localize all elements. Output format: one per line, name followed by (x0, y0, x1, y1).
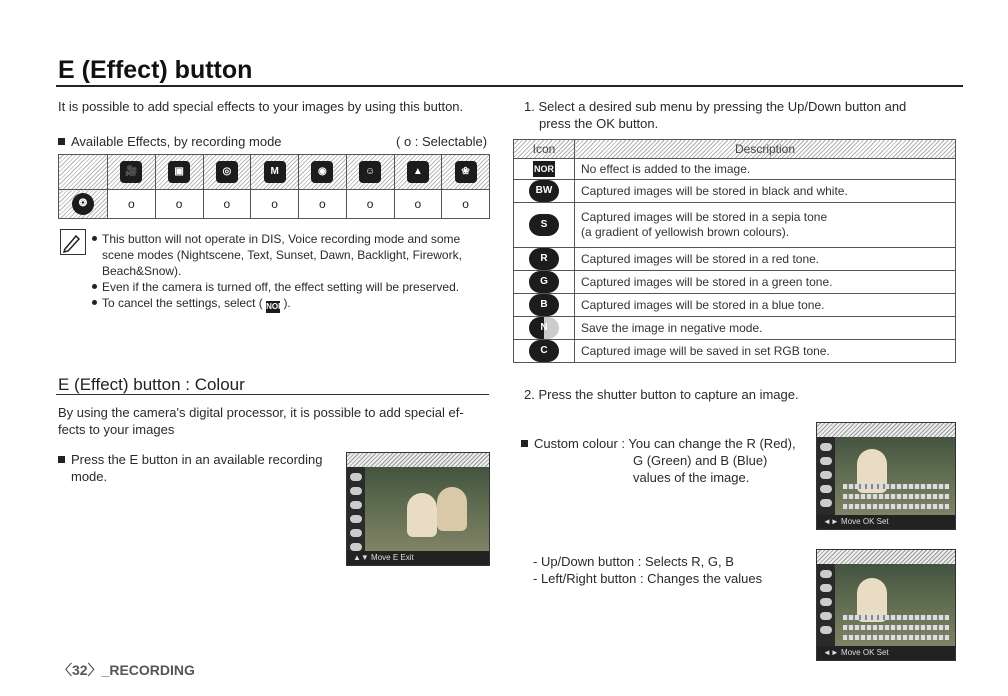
notes: This button will not operate in DIS, Voice recording mode and some scene modes (Nightscene, Text, Sunset, Dawn, Backlight, Firework, Beach&Snow). Even if the camera is turned off, the effect setting will be preserved. To cancel the settings, select ( NOR ). (92, 231, 492, 313)
desc-text: Captured images will be stored in a green tone. (575, 271, 956, 294)
screen-topbar (817, 423, 955, 437)
note-1c: Beach&Snow). (102, 264, 182, 278)
selectable-note: ( o : Selectable) (396, 134, 488, 149)
manual-mode-icon: M (264, 161, 286, 183)
mode-value: o (108, 190, 156, 219)
desc-text: Captured images will be stored in a blue tone. (575, 294, 956, 317)
mode-value: o (442, 190, 490, 219)
nor-effect-icon: NOR (533, 161, 555, 177)
screen-effect-menu (817, 437, 835, 515)
title-rule (56, 85, 963, 87)
square-bullet-icon (58, 456, 65, 463)
bullet-icon (92, 300, 97, 305)
negative-effect-icon: N (529, 317, 559, 339)
note-1b: scene modes (Nightscene, Text, Sunset, Dawn, Backlight, Firework, (102, 248, 462, 262)
screen-effect-menu (347, 467, 365, 551)
custom-colour-text: Custom colour : You can change the R (Red), G (Green) and B (Blue) values of the image. (521, 435, 796, 486)
screen-bottombar: ▲▼ Move E Exit (347, 551, 489, 565)
mode-value: o (251, 190, 299, 219)
mode-value-row (59, 190, 490, 219)
note-pencil-icon (60, 229, 86, 255)
page-title: E (Effect) button (58, 56, 253, 84)
bullet-icon (92, 236, 97, 241)
sepia-effect-icon: S (529, 214, 559, 236)
mode-value: o (346, 190, 394, 219)
desc-text: Captured images will be stored in black and white. (575, 180, 956, 203)
screen-topbar (817, 550, 955, 564)
night-mode-icon: ▲ (407, 161, 429, 183)
screen-topbar (347, 453, 489, 467)
step-1: 1. Select a desired sub menu by pressing the Up/Down button and press the OK button. (524, 99, 907, 131)
note-2: Even if the camera is turned off, the effect setting will be preserved. (102, 280, 460, 294)
page-number: 〈32〉_RECORDING (58, 662, 195, 678)
col-desc-header: Description (575, 140, 956, 159)
section-subtitle: E (Effect) button : Colour (58, 375, 245, 394)
desc-row (514, 340, 956, 363)
desc-row (514, 271, 956, 294)
scene-mode-icon: ❀ (455, 161, 477, 183)
effects-label: Available Effects, by recording mode (58, 133, 282, 150)
desc-text: Captured images will be stored in a sepia tone (581, 210, 828, 224)
screen-effect-menu (817, 564, 835, 646)
note-3: To cancel the settings, select ( (102, 296, 263, 310)
portrait-mode-icon: ☺ (359, 161, 381, 183)
screen-bottombar: ◄► Move OK Set (817, 646, 955, 660)
press-e-instruction: Press the E button in an available recording mode. (58, 451, 323, 485)
subtitle-rule (56, 394, 489, 395)
square-bullet-icon (521, 440, 528, 447)
camera-screen-custom-colour-1 (816, 422, 956, 530)
mode-icon-row (59, 155, 490, 190)
desc-text-2: (a gradient of yellowish brown colours). (581, 225, 790, 239)
square-bullet-icon (58, 138, 65, 145)
screen-bottombar: ◄► Move OK Set (817, 515, 955, 529)
mode-value: o (299, 190, 347, 219)
rgb-sliders (843, 610, 949, 644)
desc-row (514, 248, 956, 271)
intro-text: It is possible to add special effects to your images by using this button. (58, 99, 464, 114)
mode-value: o (394, 190, 442, 219)
desc-table-header (514, 140, 956, 159)
camera-screen-custom-colour-2 (816, 549, 956, 661)
movie-mode-icon: 🎥 (120, 161, 142, 183)
note-1: This button will not operate in DIS, Voice recording mode and some (102, 232, 461, 246)
blue-effect-icon: B (529, 294, 559, 316)
desc-text: Captured image will be saved in set RGB tone. (575, 340, 956, 363)
screen-photo-subject (407, 493, 437, 537)
desc-row (514, 180, 956, 203)
desc-row (514, 159, 956, 180)
red-effect-icon: R (529, 248, 559, 270)
program-mode-icon: ◎ (216, 161, 238, 183)
desc-text: Save the image in negative mode. (575, 317, 956, 340)
desc-text: Captured images will be stored in a red tone. (575, 248, 956, 271)
desc-row (514, 203, 956, 248)
col-icon-header: Icon (514, 140, 575, 159)
step-2: 2. Press the shutter button to capture an image. (524, 387, 799, 402)
rgb-sliders (843, 479, 949, 513)
corner-cell (59, 155, 108, 190)
mode-value: o (155, 190, 203, 219)
screen-photo-subject (437, 487, 467, 531)
bw-effect-icon: BW (529, 180, 559, 202)
effect-description-table (513, 139, 956, 363)
camera-screen-effect-menu (346, 452, 490, 566)
bullet-icon (92, 284, 97, 289)
desc-text: No effect is added to the image. (575, 159, 956, 180)
mode-table (58, 154, 490, 219)
mode-value: o (203, 190, 251, 219)
auto-mode-icon: ▣ (168, 161, 190, 183)
button-instructions: - Up/Down button : Selects R, G, B - Left/Right button : Changes the values (533, 554, 763, 586)
custom-colour-effect-icon: C (529, 340, 559, 362)
green-effect-icon: G (529, 271, 559, 293)
desc-row (514, 294, 956, 317)
dis-mode-icon: ◉ (311, 161, 333, 183)
nor-icon: NOR (266, 302, 284, 311)
effect-icon: ❂ (72, 193, 94, 215)
desc-row (514, 317, 956, 340)
colour-intro: By using the camera's digital processor, it is possible to add special ef- fects to your images (58, 405, 464, 437)
